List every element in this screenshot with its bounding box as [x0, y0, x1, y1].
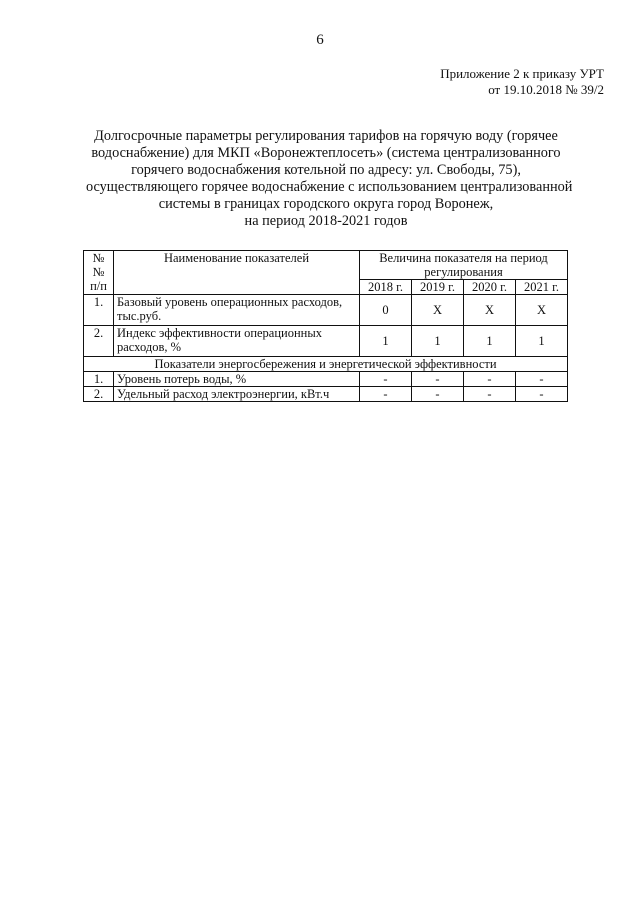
row-value: X — [516, 295, 568, 326]
row-value: - — [360, 372, 412, 387]
title-line: водоснабжение) для МКП «Воронежтеплосеть» (система централизованного — [91, 145, 561, 161]
row-name: Индекс эффективности операционных расходов, % — [114, 326, 360, 357]
header-name: Наименование показателей — [114, 251, 360, 295]
page-number: 6 — [316, 32, 324, 48]
title-line: системы в границах городского округа город Воронеж, — [158, 196, 494, 212]
row-number: 2. — [84, 387, 114, 402]
row-value: 1 — [464, 326, 516, 357]
appendix-line-2: от 19.10.2018 № 39/2 — [488, 82, 604, 97]
section-title: Показатели энергосбережения и энергетической эффективности — [84, 357, 568, 372]
row-value: 1 — [412, 326, 464, 357]
row-value: 1 — [516, 326, 568, 357]
appendix-reference — [440, 66, 604, 98]
row-value: - — [360, 387, 412, 402]
appendix-line-1: Приложение 2 к приказу УРТ — [440, 66, 604, 81]
parameters-table — [83, 250, 568, 402]
row-value: 0 — [360, 295, 412, 326]
title-line: на период 2018-2021 годов — [244, 213, 408, 229]
header-year: 2020 г. — [464, 280, 516, 295]
row-value: X — [464, 295, 516, 326]
row-value: - — [412, 387, 464, 402]
table-row — [84, 326, 568, 357]
row-number: 2. — [84, 326, 114, 357]
table-header-row — [84, 251, 568, 280]
title-line: осуществляющего горячее водоснабжение с использованием централизованной — [86, 179, 573, 195]
row-value: 1 — [360, 326, 412, 357]
title-line: Долгосрочные параметры регулирования тарифов на горячую воду (горячее — [94, 128, 558, 144]
row-value: - — [464, 372, 516, 387]
row-number: 1. — [84, 295, 114, 326]
row-value: - — [464, 387, 516, 402]
row-name: Уровень потерь воды, % — [114, 372, 360, 387]
row-value: X — [412, 295, 464, 326]
row-value: - — [516, 372, 568, 387]
header-year: 2018 г. — [360, 280, 412, 295]
title-line: горячего водоснабжения котельной по адресу: ул. Свободы, 75), — [131, 162, 521, 178]
row-value: - — [412, 372, 464, 387]
header-year: 2021 г. — [516, 280, 568, 295]
document-title — [86, 128, 573, 230]
section-title-row — [84, 357, 568, 372]
table-row — [84, 295, 568, 326]
row-name: Удельный расход электроэнергии, кВт.ч — [114, 387, 360, 402]
header-number: №№ п/п — [84, 251, 114, 295]
table-row — [84, 387, 568, 402]
row-number: 1. — [84, 372, 114, 387]
row-name: Базовый уровень операционных расходов, тыс.руб. — [114, 295, 360, 326]
header-year: 2019 г. — [412, 280, 464, 295]
row-value: - — [516, 387, 568, 402]
table-row — [84, 372, 568, 387]
header-period: Величина показателя на период регулирования — [360, 251, 568, 280]
